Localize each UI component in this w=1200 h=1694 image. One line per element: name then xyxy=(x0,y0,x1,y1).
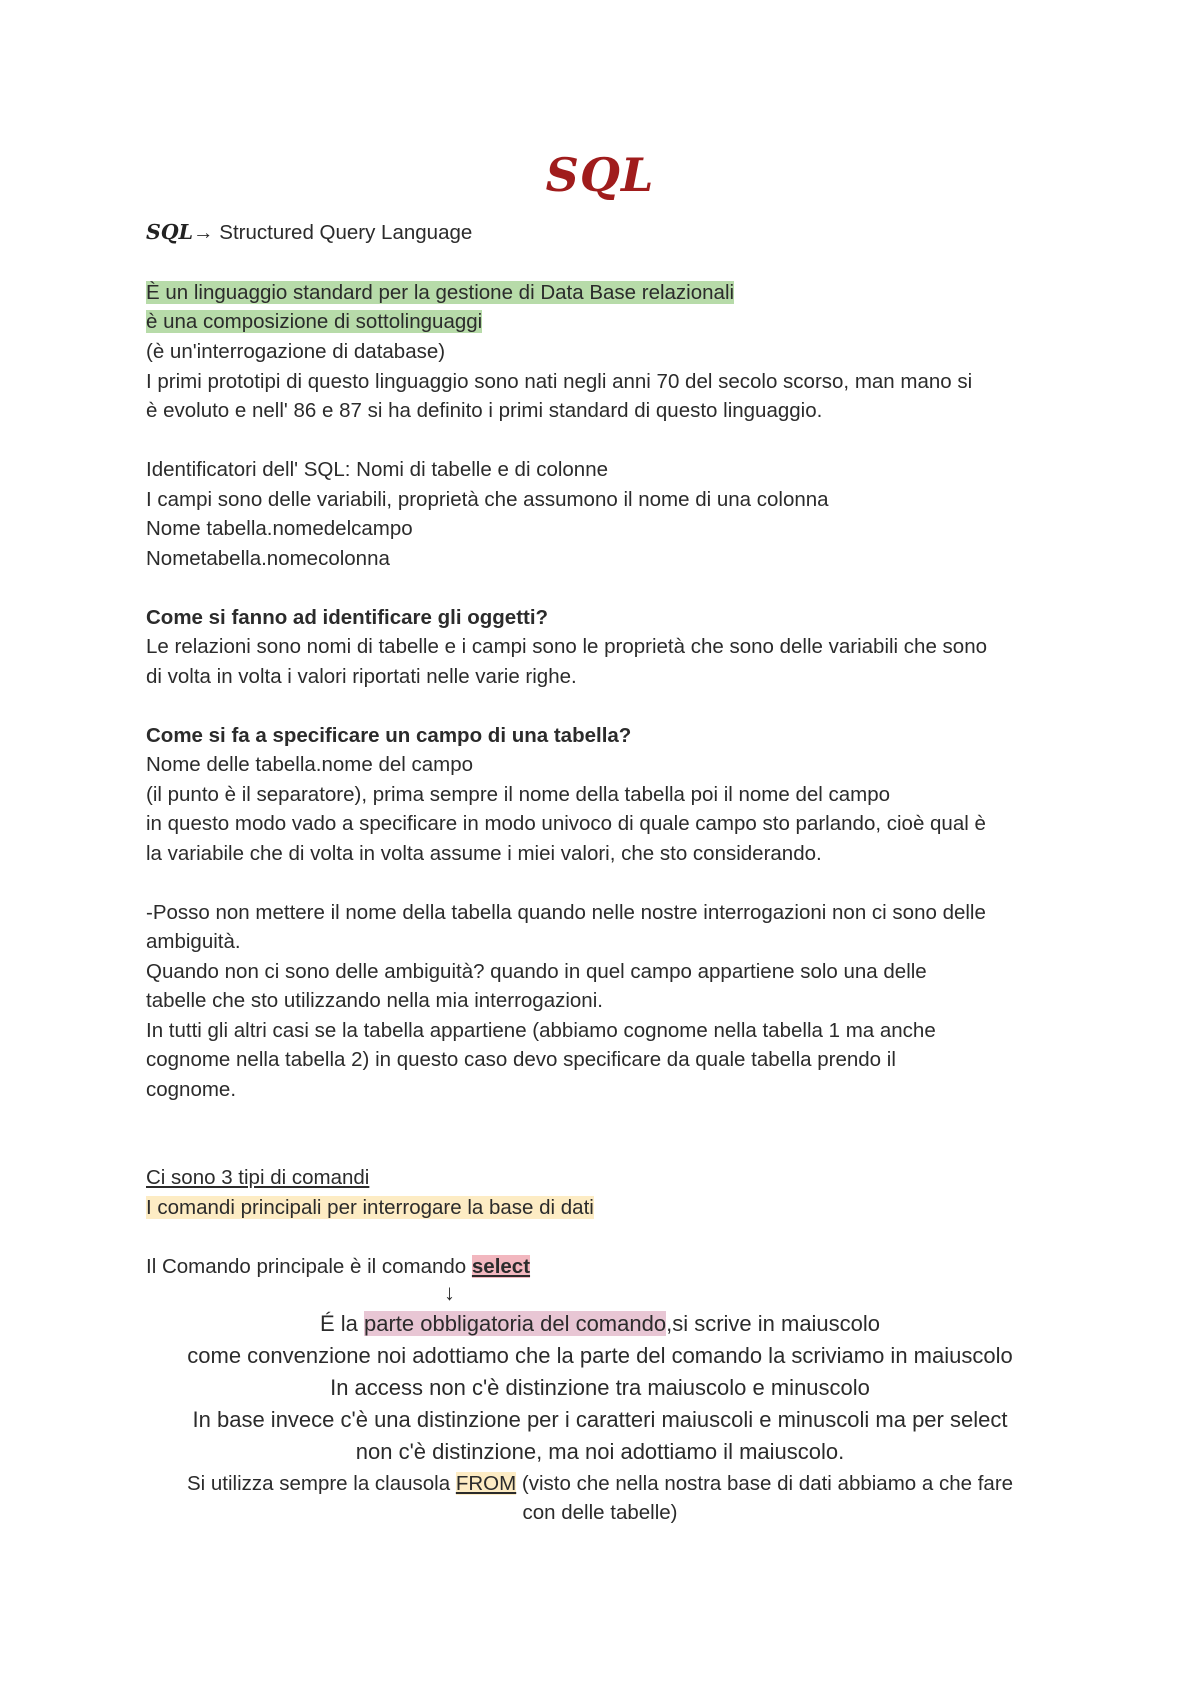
section-question: Come si fanno ad identificare gli oggetti? xyxy=(146,606,549,629)
from-keyword: FROM xyxy=(455,1472,517,1495)
paragraph-line: Nome delle tabella.nome del campo xyxy=(146,753,474,776)
paragraph-line xyxy=(146,280,734,306)
centered-text: É la xyxy=(319,1311,364,1336)
highlighted-text: È un linguaggio standard per la gestione di Data Base relazionali xyxy=(146,281,735,304)
paragraph-line: cognome. xyxy=(146,1078,237,1101)
centered-line: In base invece c'è una distinzione per i caratteri maiuscoli e minuscoli ma per select xyxy=(192,1407,1008,1432)
centered-line xyxy=(146,1311,1054,1337)
paragraph-line xyxy=(146,1195,594,1221)
paragraph-line: di volta in volta i valori riportati nelle varie righe. xyxy=(146,665,577,688)
paragraph-line: è evoluto e nell' 86 e 87 si ha definito i primi standard di questo linguaggio. xyxy=(146,399,823,422)
paragraph-line: tabelle che sto utilizzando nella mia interrogazioni. xyxy=(146,989,603,1012)
paragraph-line xyxy=(146,1165,369,1191)
sql-expansion: Structured Query Language xyxy=(213,221,473,244)
paragraph-line: In tutti gli altri casi se la tabella appartiene (abbiamo cognome nella tabella 1 ma anche xyxy=(146,1019,936,1042)
paragraph-line: cognome nella tabella 2) in questo caso devo specificare da quale tabella prendo il xyxy=(146,1048,896,1071)
paragraph-line: Identificatori dell' SQL: Nomi di tabelle e di colonne xyxy=(146,458,609,481)
centered-text: ,si scrive in maiuscolo xyxy=(666,1311,881,1336)
down-arrow-icon: ↓ xyxy=(444,1280,455,1305)
paragraph-line: Nome tabella.nomedelcampo xyxy=(146,517,413,540)
highlighted-text: parte obbligatoria del comando xyxy=(363,1311,667,1336)
paragraph-line xyxy=(146,309,482,335)
centered-line xyxy=(146,1471,1054,1497)
centered-line: non c'è distinzione, ma noi adottiamo il maiuscolo. xyxy=(355,1439,845,1464)
paragraph-line: la variabile che di volta in volta assume i miei valori, che sto considerando. xyxy=(146,842,822,865)
page-title: SQL xyxy=(545,148,655,202)
underlined-text: Ci sono 3 tipi di comandi xyxy=(146,1166,370,1189)
sql-abbr: SQL xyxy=(146,220,194,244)
paragraph-line: Quando non ci sono delle ambiguità? quando in quel campo appartiene solo una delle xyxy=(146,960,927,983)
arrow-glyph: → xyxy=(193,221,214,244)
section-question: Come si fa a specificare un campo di una tabella? xyxy=(146,724,632,747)
paragraph-line: ambiguità. xyxy=(146,930,241,953)
paragraph-line: in questo modo vado a specificare in modo univoco di quale campo sto parlando, cioè qual è xyxy=(146,812,986,835)
centered-line: come convenzione noi adottiamo che la parte del comando la scriviamo in maiuscolo xyxy=(187,1343,1013,1368)
paragraph-line: -Posso non mettere il nome della tabella quando nelle nostre interrogazioni non ci sono delle xyxy=(146,901,986,924)
centered-text: Si utilizza sempre la clausola xyxy=(186,1472,456,1495)
select-keyword: select xyxy=(471,1255,531,1278)
highlighted-text: I comandi principali per interrogare la base di dati xyxy=(146,1196,594,1219)
paragraph-line: I primi prototipi di questo linguaggio sono nati negli anni 70 del secolo scorso, man mano si xyxy=(146,370,973,393)
paragraph-line: I campi sono delle variabili, proprietà che assumono il nome di una colonna xyxy=(146,488,829,511)
paragraph-line: Nometabella.nomecolonna xyxy=(146,547,390,570)
centered-line: con delle tabelle) xyxy=(522,1501,678,1524)
intro-line xyxy=(146,219,472,246)
paragraph-line: (è un'interrogazione di database) xyxy=(146,340,446,363)
highlighted-text: è una composizione di sottolinguaggi xyxy=(146,310,483,333)
paragraph-line xyxy=(146,1254,530,1280)
centered-text: (visto che nella nostra base di dati abbiamo a che fare xyxy=(516,1472,1014,1495)
centered-line: In access non c'è distinzione tra maiuscolo e minuscolo xyxy=(330,1375,870,1400)
paragraph-line: Le relazioni sono nomi di tabelle e i campi sono le proprietà che sono delle variabili che sono xyxy=(146,635,988,658)
command-intro-text: Il Comando principale è il comando xyxy=(146,1255,472,1278)
paragraph-line: (il punto è il separatore), prima sempre il nome della tabella poi il nome del campo xyxy=(146,783,891,806)
